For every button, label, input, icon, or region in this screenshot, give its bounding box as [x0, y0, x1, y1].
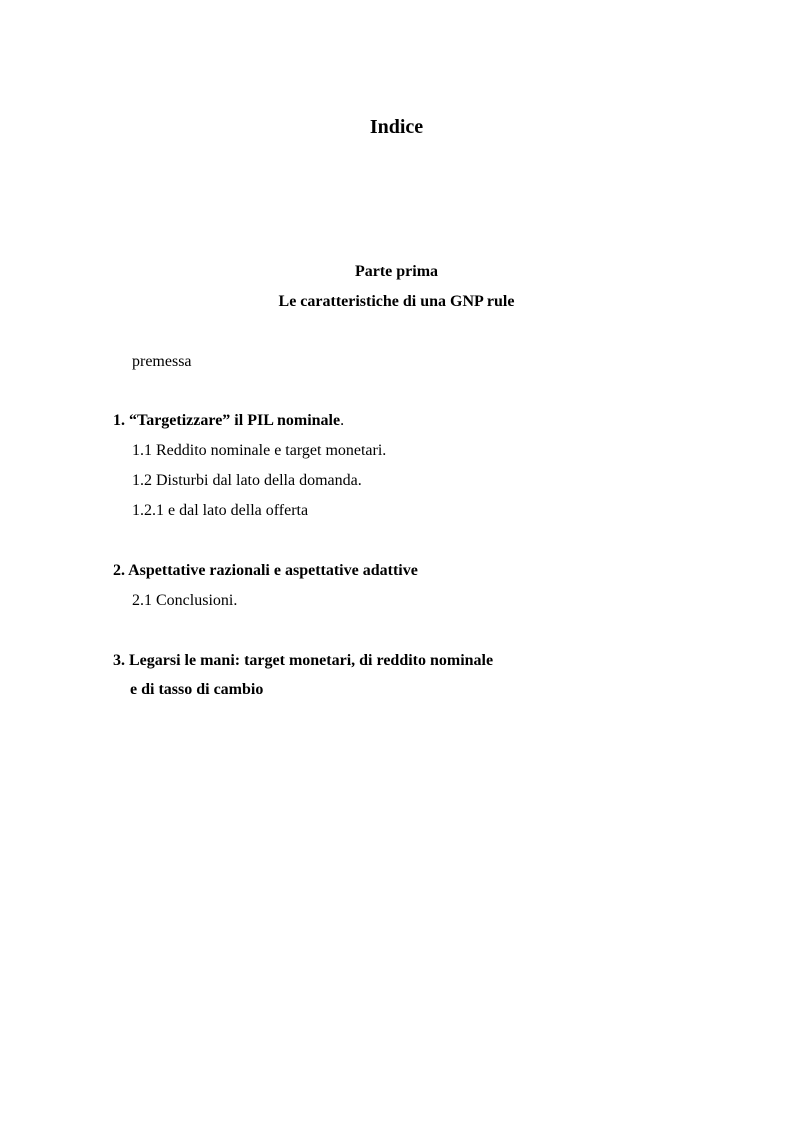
toc-section-1-heading-suffix: . [340, 412, 345, 429]
toc-subsection-1-2: 1.2 Disturbi dal lato della domanda. [132, 472, 362, 489]
toc-subsection-1-1: 1.1 Reddito nominale e target monetari. [132, 442, 387, 459]
toc-section-3-heading: 3. Legarsi le mani: target monetari, di reddito nominale [113, 652, 494, 669]
part-label: Parte prima [354, 263, 439, 280]
page-title: Indice [369, 116, 424, 138]
toc-section-3-heading-continuation: e di tasso di cambio [130, 681, 264, 698]
part-subtitle: Le caratteristiche di una GNP rule [278, 293, 515, 310]
toc-subsection-1-2-1: 1.2.1 e dal lato della offerta [132, 502, 309, 519]
toc-section-1-heading: 1. “Targetizzare” il PIL nominale [113, 412, 341, 429]
toc-section-1 [113, 411, 344, 431]
toc-subsection-2-1: 2.1 Conclusioni. [132, 592, 238, 609]
toc-entry-premise: premessa [132, 353, 192, 370]
toc-section-2-heading: 2. Aspettative razionali e aspettative adattive [113, 562, 418, 579]
